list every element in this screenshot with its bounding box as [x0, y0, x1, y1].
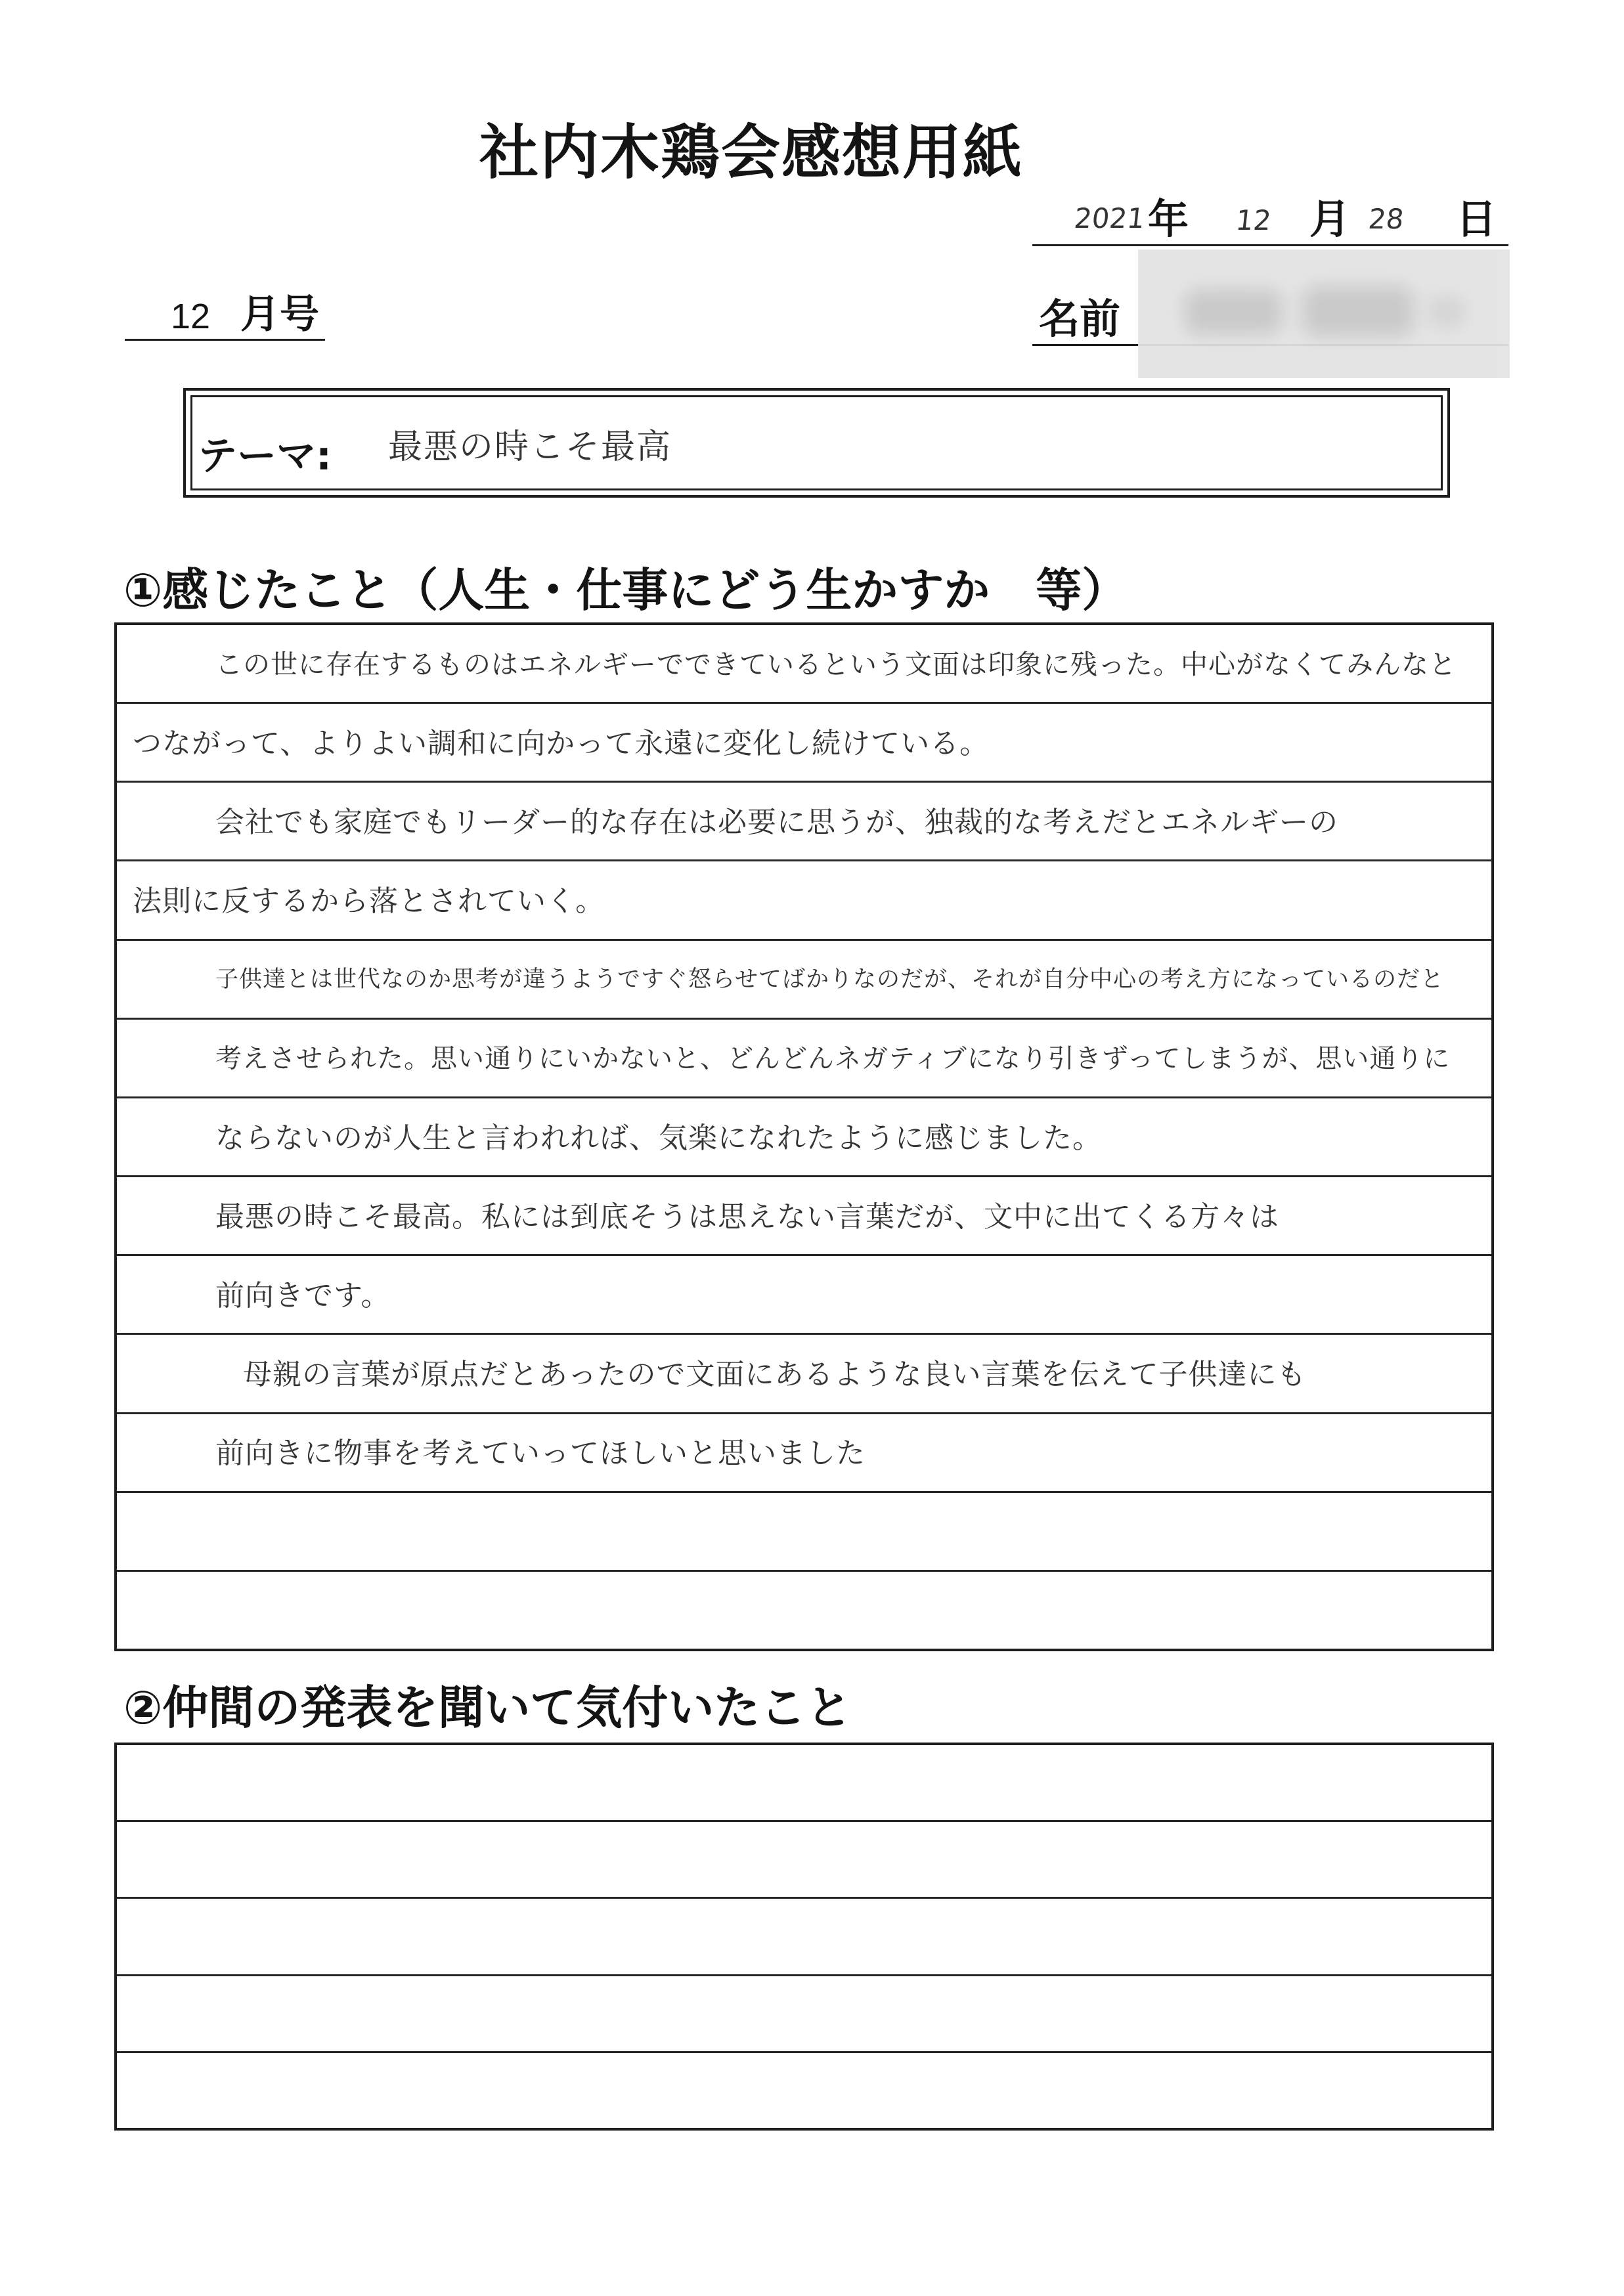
section1-line-text: つながって、よりよい調和に向かって永遠に変化し続けている。	[133, 726, 990, 760]
section2-heading: ②仲間の発表を聞いて気付いたこと	[123, 1681, 852, 1735]
section1-line-text: ならないのが人生と言われれば、気楽になれたように感じました。	[215, 1121, 1102, 1155]
section1-row	[117, 1098, 1491, 1177]
theme-box	[183, 388, 1450, 498]
section1-lines	[114, 622, 1494, 1651]
issue-month-label: 月号	[240, 292, 319, 337]
section1-row	[117, 1020, 1491, 1098]
theme-label: テーマ:	[198, 433, 332, 479]
redaction-blur	[1302, 286, 1414, 337]
section1-line-text: 前向きです。	[215, 1278, 391, 1312]
section1-line-text: 前向きに物事を考えていってほしいと思いました	[215, 1436, 866, 1470]
section1-row	[117, 1177, 1491, 1256]
section2-row-empty	[117, 1745, 1491, 1822]
name-label: 名前	[1039, 295, 1121, 343]
section2-lines	[114, 1743, 1494, 2131]
section1-line-text: 母親の言葉が原点だとあったので文面にあるような良い言葉を伝えて子供達にも	[243, 1357, 1307, 1391]
theme-value: 最悪の時こそ最高	[388, 427, 672, 467]
theme-inner-border	[190, 395, 1443, 490]
section1-row	[117, 1335, 1491, 1414]
section1-row	[117, 625, 1491, 704]
section2-row-empty	[117, 1976, 1491, 2053]
section2-row-empty	[117, 2053, 1491, 2128]
name-redaction	[1138, 249, 1510, 378]
section1-line-text: この世に存在するものはエネルギーでできているという文面は印象に残った。中心がなくてみんなと	[215, 648, 1457, 680]
section2-row-empty	[117, 1899, 1491, 1976]
section1-line-text: 考えさせられた。思い通りにいかないと、どんどんネガティブになり引きずってしまうが、思い通りに	[215, 1043, 1451, 1074]
section1-row-empty	[117, 1493, 1491, 1572]
redaction-blur	[1427, 295, 1466, 328]
section1-heading: ①感じたこと（人生・仕事にどう生かすか 等）	[123, 563, 1128, 617]
date-month-label: 月	[1309, 195, 1351, 243]
date-year-label: 年	[1148, 195, 1189, 243]
form-title: 社内木鶏会感想用紙	[479, 118, 1023, 187]
section1-row	[117, 941, 1491, 1020]
date-field	[1032, 194, 1508, 246]
section2-row-empty	[117, 1822, 1491, 1899]
section1-row	[117, 783, 1491, 861]
section1-line-text: 会社でも家庭でもリーダー的な存在は必要に思うが、独裁的な考えだとエネルギーの	[215, 805, 1338, 839]
section1-row	[117, 1256, 1491, 1335]
section1-line-text: 法則に反するから落とされていく。	[133, 884, 605, 918]
redaction-blur	[1184, 289, 1283, 335]
section1-row	[117, 861, 1491, 940]
section1-row	[117, 704, 1491, 783]
section1-row-empty	[117, 1572, 1491, 1649]
section1-line-text: 子供達とは世代なのか思考が違うようですぐ怒らせてばかりなのだが、それが自分中心の考え方になっているのだと	[215, 966, 1444, 993]
issue-field	[125, 294, 325, 341]
section1-line-text: 最悪の時こそ最高。私には到底そうは思えない言葉だが、文中に出てくる方々は	[215, 1200, 1279, 1234]
date-year-value: 2021	[1072, 202, 1147, 234]
date-day-label: 日	[1456, 195, 1497, 243]
section1-row	[117, 1414, 1491, 1493]
date-month-value: 12	[1234, 204, 1273, 236]
issue-month-value: 12	[171, 297, 211, 336]
date-day-value: 28	[1367, 203, 1406, 235]
